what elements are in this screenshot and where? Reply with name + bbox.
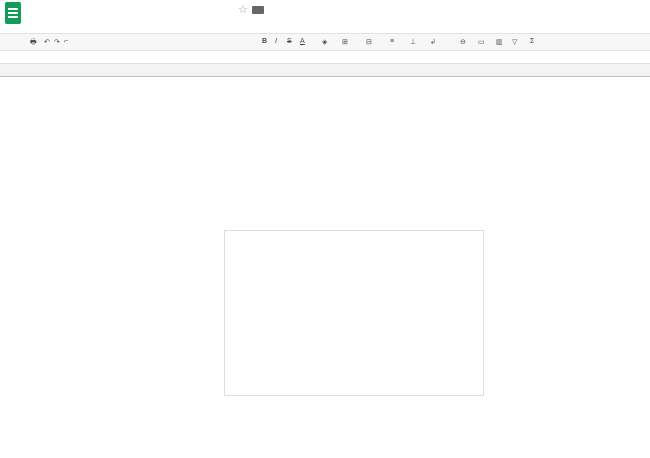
- valign-icon[interactable]: ⊥: [410, 39, 417, 46]
- star-icon[interactable]: ☆: [238, 4, 248, 16]
- formula-bar[interactable]: [0, 51, 650, 64]
- path-chart[interactable]: [224, 230, 484, 396]
- link-icon[interactable]: ⊖: [460, 39, 466, 46]
- align-icon[interactable]: ≡: [390, 38, 395, 45]
- fill-color-icon[interactable]: ◈: [322, 39, 328, 46]
- wrap-icon[interactable]: ↲: [430, 39, 436, 46]
- redo-icon[interactable]: ↷: [54, 39, 60, 46]
- year-label[interactable]: [83, 104, 135, 114]
- strikethrough-button[interactable]: S: [287, 38, 292, 45]
- print-icon[interactable]: 🖶: [30, 39, 37, 46]
- paint-format-icon[interactable]: ⌐: [64, 38, 69, 45]
- merge-icon[interactable]: ⊟: [366, 39, 372, 46]
- undo-icon[interactable]: ↶: [44, 39, 50, 46]
- filter-icon[interactable]: ▽: [512, 39, 518, 46]
- folder-icon[interactable]: [252, 6, 264, 14]
- toolbar: [0, 33, 650, 51]
- comment-icon[interactable]: ▭: [478, 39, 485, 46]
- bold-button[interactable]: B: [262, 38, 268, 45]
- italic-button[interactable]: I: [275, 38, 277, 45]
- text-color-button[interactable]: A: [300, 38, 305, 45]
- borders-icon[interactable]: ⊞: [342, 39, 348, 46]
- chart-icon[interactable]: ▥: [496, 39, 503, 46]
- chart-svg: [225, 231, 485, 397]
- functions-icon[interactable]: Σ: [530, 38, 535, 45]
- sheets-logo-icon[interactable]: [5, 2, 21, 24]
- column-headers: [0, 64, 650, 77]
